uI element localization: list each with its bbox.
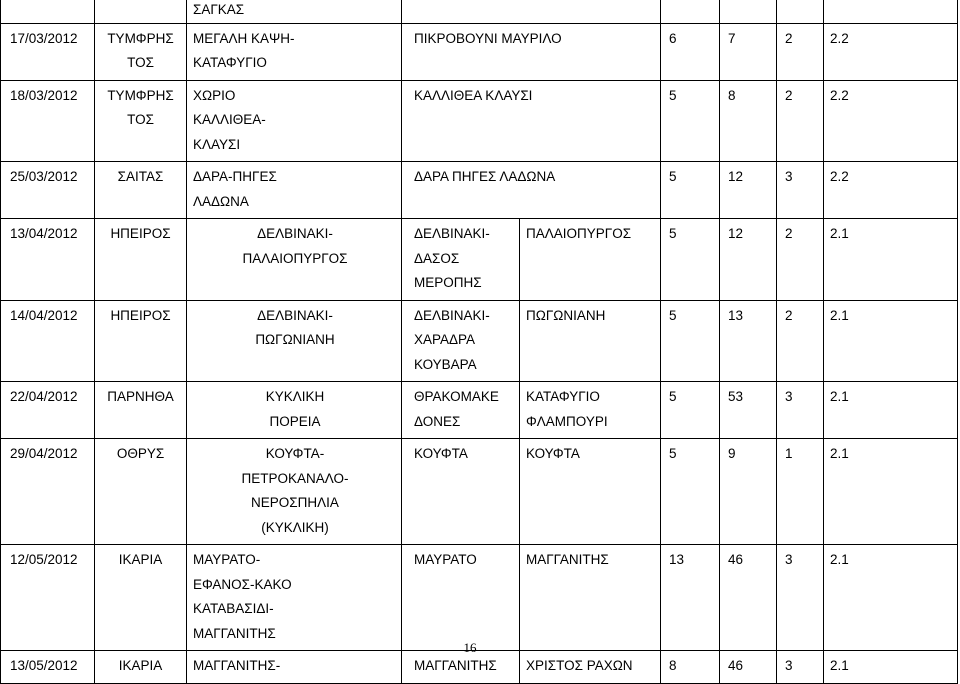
value-2-cell: 53 [720, 382, 777, 439]
region-cell [95, 23, 187, 80]
date-cell: 14/04/2012 [1, 300, 95, 382]
region-cell [95, 300, 187, 382]
value-3-cell: 2 [777, 300, 824, 382]
date-cell: 17/03/2012 [1, 23, 95, 80]
start-end-cell: ΠΙΚΡΟΒΟΥΝΙ ΜΑΥΡΙΛΟ [402, 23, 661, 80]
route-cell [187, 300, 402, 382]
route-text: ΚΟΥΦΤΑ- ΠΕΤΡΟΚΑΝΑΛΟ- ΝΕΡΟΣΠΗΛΙΑ (ΚΥΚΛΙΚΗ) [241, 446, 349, 535]
value-4-cell: 2.1 [824, 300, 958, 382]
page-number: 16 [463, 640, 477, 655]
value-2-cell: 9 [720, 439, 777, 545]
route-cell [187, 162, 402, 219]
end-text: ΧΡΙΣΤΟΣ ΡΑΧΩΝ [526, 658, 633, 673]
value-4-cell: 2.2 [824, 162, 958, 219]
value-1-cell: 5 [661, 382, 720, 439]
value-2-cell: 12 [720, 162, 777, 219]
value-1-cell: 6 [661, 23, 720, 80]
table-row [1, 545, 958, 651]
route-text: ΚΥΚΛΙΚΗ ΠΟΡΕΙΑ [265, 389, 325, 429]
region-text: ΣΑΙΤΑΣ [117, 169, 164, 184]
end-text: ΚΑΤΑΦΥΓΙΟ ΦΛΑΜΠΟΥΡΙ [526, 389, 608, 429]
value-3-cell: 3 [777, 545, 824, 651]
value-1-cell: 5 [661, 300, 720, 382]
region-text: ΗΠΕΙΡΟΣ [110, 226, 171, 241]
end-text: ΚΟΥΦΤΑ [526, 446, 580, 461]
value-3-cell: 2 [777, 80, 824, 162]
end-cell [520, 300, 661, 382]
table-row [1, 439, 958, 545]
value-2-cell: 46 [720, 651, 777, 684]
value-4-cell: 2.1 [824, 545, 958, 651]
route-cell [187, 219, 402, 301]
end-cell [520, 382, 661, 439]
table-row [1, 300, 958, 382]
date-cell: 18/03/2012 [1, 80, 95, 162]
value-4-cell: 2.2 [824, 80, 958, 162]
route-text: ΜΑΓΓΑΝΙΤΗΣ- [193, 658, 281, 673]
table-row [1, 382, 958, 439]
end-text: ΠΩΓΩΝΙΑΝΗ [526, 307, 606, 323]
value-2-cell: 7 [720, 23, 777, 80]
value-2-cell: 13 [720, 300, 777, 382]
value-4-cell: 2.1 [824, 651, 958, 684]
table-row [1, 23, 958, 80]
value-3-cell: 3 [777, 651, 824, 684]
value-2-cell: 12 [720, 219, 777, 301]
value-2-cell: 46 [720, 545, 777, 651]
value-3-cell: 2 [777, 219, 824, 301]
start-text: ΚΟΥΦΤΑ [414, 446, 468, 461]
route-text: ΔΕΛΒΙΝΑΚΙ- ΠΩΓΩΝΙΑΝΗ [255, 307, 335, 347]
route-cell [187, 545, 402, 651]
table-row [1, 219, 958, 301]
value-1-cell: 5 [661, 162, 720, 219]
start-text: ΜΑΥΡΑΤΟ [414, 552, 477, 567]
region-text: ΗΠΕΙΡΟΣ [110, 307, 171, 323]
start-cell [402, 219, 520, 301]
region-cell [95, 80, 187, 162]
value-3-cell: 2 [777, 23, 824, 80]
end-cell [520, 219, 661, 301]
start-text: ΘΡΑΚΟΜΑΚΕ ΔΟΝΕΣ [414, 389, 499, 429]
table-row [1, 80, 958, 162]
start-cell [402, 545, 520, 651]
value-1-cell: 8 [661, 651, 720, 684]
start-cell [402, 439, 520, 545]
route-cell-fragment: ΣΑΓΚΑΣ [187, 0, 402, 23]
region-cell [95, 219, 187, 301]
route-text: ΜΑΥΡΑΤΟ- ΕΦΑΝΟΣ-ΚΑΚΟ ΚΑΤΑΒΑΣΙΔΙ- ΜΑΓΓΑΝΙΤΗΣ [193, 552, 292, 641]
route-cell [187, 439, 402, 545]
route-text: ΔΑΡΑ-ΠΗΓΕΣ ΛΑΔΩΝΑ [193, 169, 277, 209]
table-row [1, 162, 958, 219]
date-cell: 13/04/2012 [1, 219, 95, 301]
end-cell [520, 439, 661, 545]
value-3-cell: 3 [777, 382, 824, 439]
route-text: ΧΩΡΙΟ ΚΑΛΛΙΘΕΑ- ΚΛΑΥΣΙ [193, 87, 266, 152]
value-1-cell: 5 [661, 80, 720, 162]
value-3-cell: 1 [777, 439, 824, 545]
value-2-cell: 8 [720, 80, 777, 162]
value-1-cell: 13 [661, 545, 720, 651]
date-cell: 25/03/2012 [1, 162, 95, 219]
region-cell [95, 382, 187, 439]
value-4-cell: 2.1 [824, 439, 958, 545]
value-1-cell: 5 [661, 219, 720, 301]
end-text: ΠΑΛΑΙΟΠΥΡΓΟΣ [526, 226, 632, 241]
region-text: ΤΥΜΦΡΗΣ ΤΟΣ [107, 87, 174, 127]
date-cell: 12/05/2012 [1, 545, 95, 651]
start-cell [402, 382, 520, 439]
date-cell: 29/04/2012 [1, 439, 95, 545]
start-end-cell: ΚΑΛΛΙΘΕΑ ΚΛΑΥΣΙ [402, 80, 661, 162]
value-4-cell: 2.2 [824, 23, 958, 80]
start-text: ΔΕΛΒΙΝΑΚΙ- ΔΑΣΟΣ ΜΕΡΟΠΗΣ [414, 226, 490, 290]
value-1-cell: 5 [661, 439, 720, 545]
region-text: ΙΚΑΡΙΑ [118, 658, 163, 673]
start-text: ΜΑΓΓΑΝΙΤΗΣ [414, 658, 497, 673]
region-text: ΟΘΡΥΣ [116, 446, 165, 461]
value-4-cell: 2.1 [824, 382, 958, 439]
end-text: ΜΑΓΓΑΝΙΤΗΣ [526, 552, 609, 567]
start-text: ΔΕΛΒΙΝΑΚΙ- ΧΑΡΑΔΡΑ ΚΟΥΒΑΡΑ [414, 307, 490, 372]
end-cell [520, 545, 661, 651]
date-cell: 13/05/2012 [1, 651, 95, 684]
region-cell [95, 439, 187, 545]
start-cell [402, 300, 520, 382]
region-cell [95, 162, 187, 219]
value-3-cell: 3 [777, 162, 824, 219]
route-text: ΔΕΛΒΙΝΑΚΙ- ΠΑΛΑΙΟΠΥΡΓΟΣ [242, 226, 348, 266]
route-cell [187, 382, 402, 439]
route-text: ΜΕΓΑΛΗ ΚΑΨΗ- ΚΑΤΑΦΥΓΙΟ [193, 30, 295, 70]
route-cell [187, 80, 402, 162]
start-end-cell: ΔΑΡΑ ΠΗΓΕΣ ΛΑΔΩΝΑ [402, 162, 661, 219]
region-cell [95, 545, 187, 651]
region-text: ΠΑΡΝΗΘΑ [107, 389, 174, 404]
value-4-cell: 2.1 [824, 219, 958, 301]
region-text: ΙΚΑΡΙΑ [118, 552, 163, 567]
route-cell [187, 23, 402, 80]
region-text: ΤΥΜΦΡΗΣ ΤΟΣ [107, 30, 174, 70]
table-row-fragment [1, 0, 958, 23]
date-cell: 22/04/2012 [1, 382, 95, 439]
